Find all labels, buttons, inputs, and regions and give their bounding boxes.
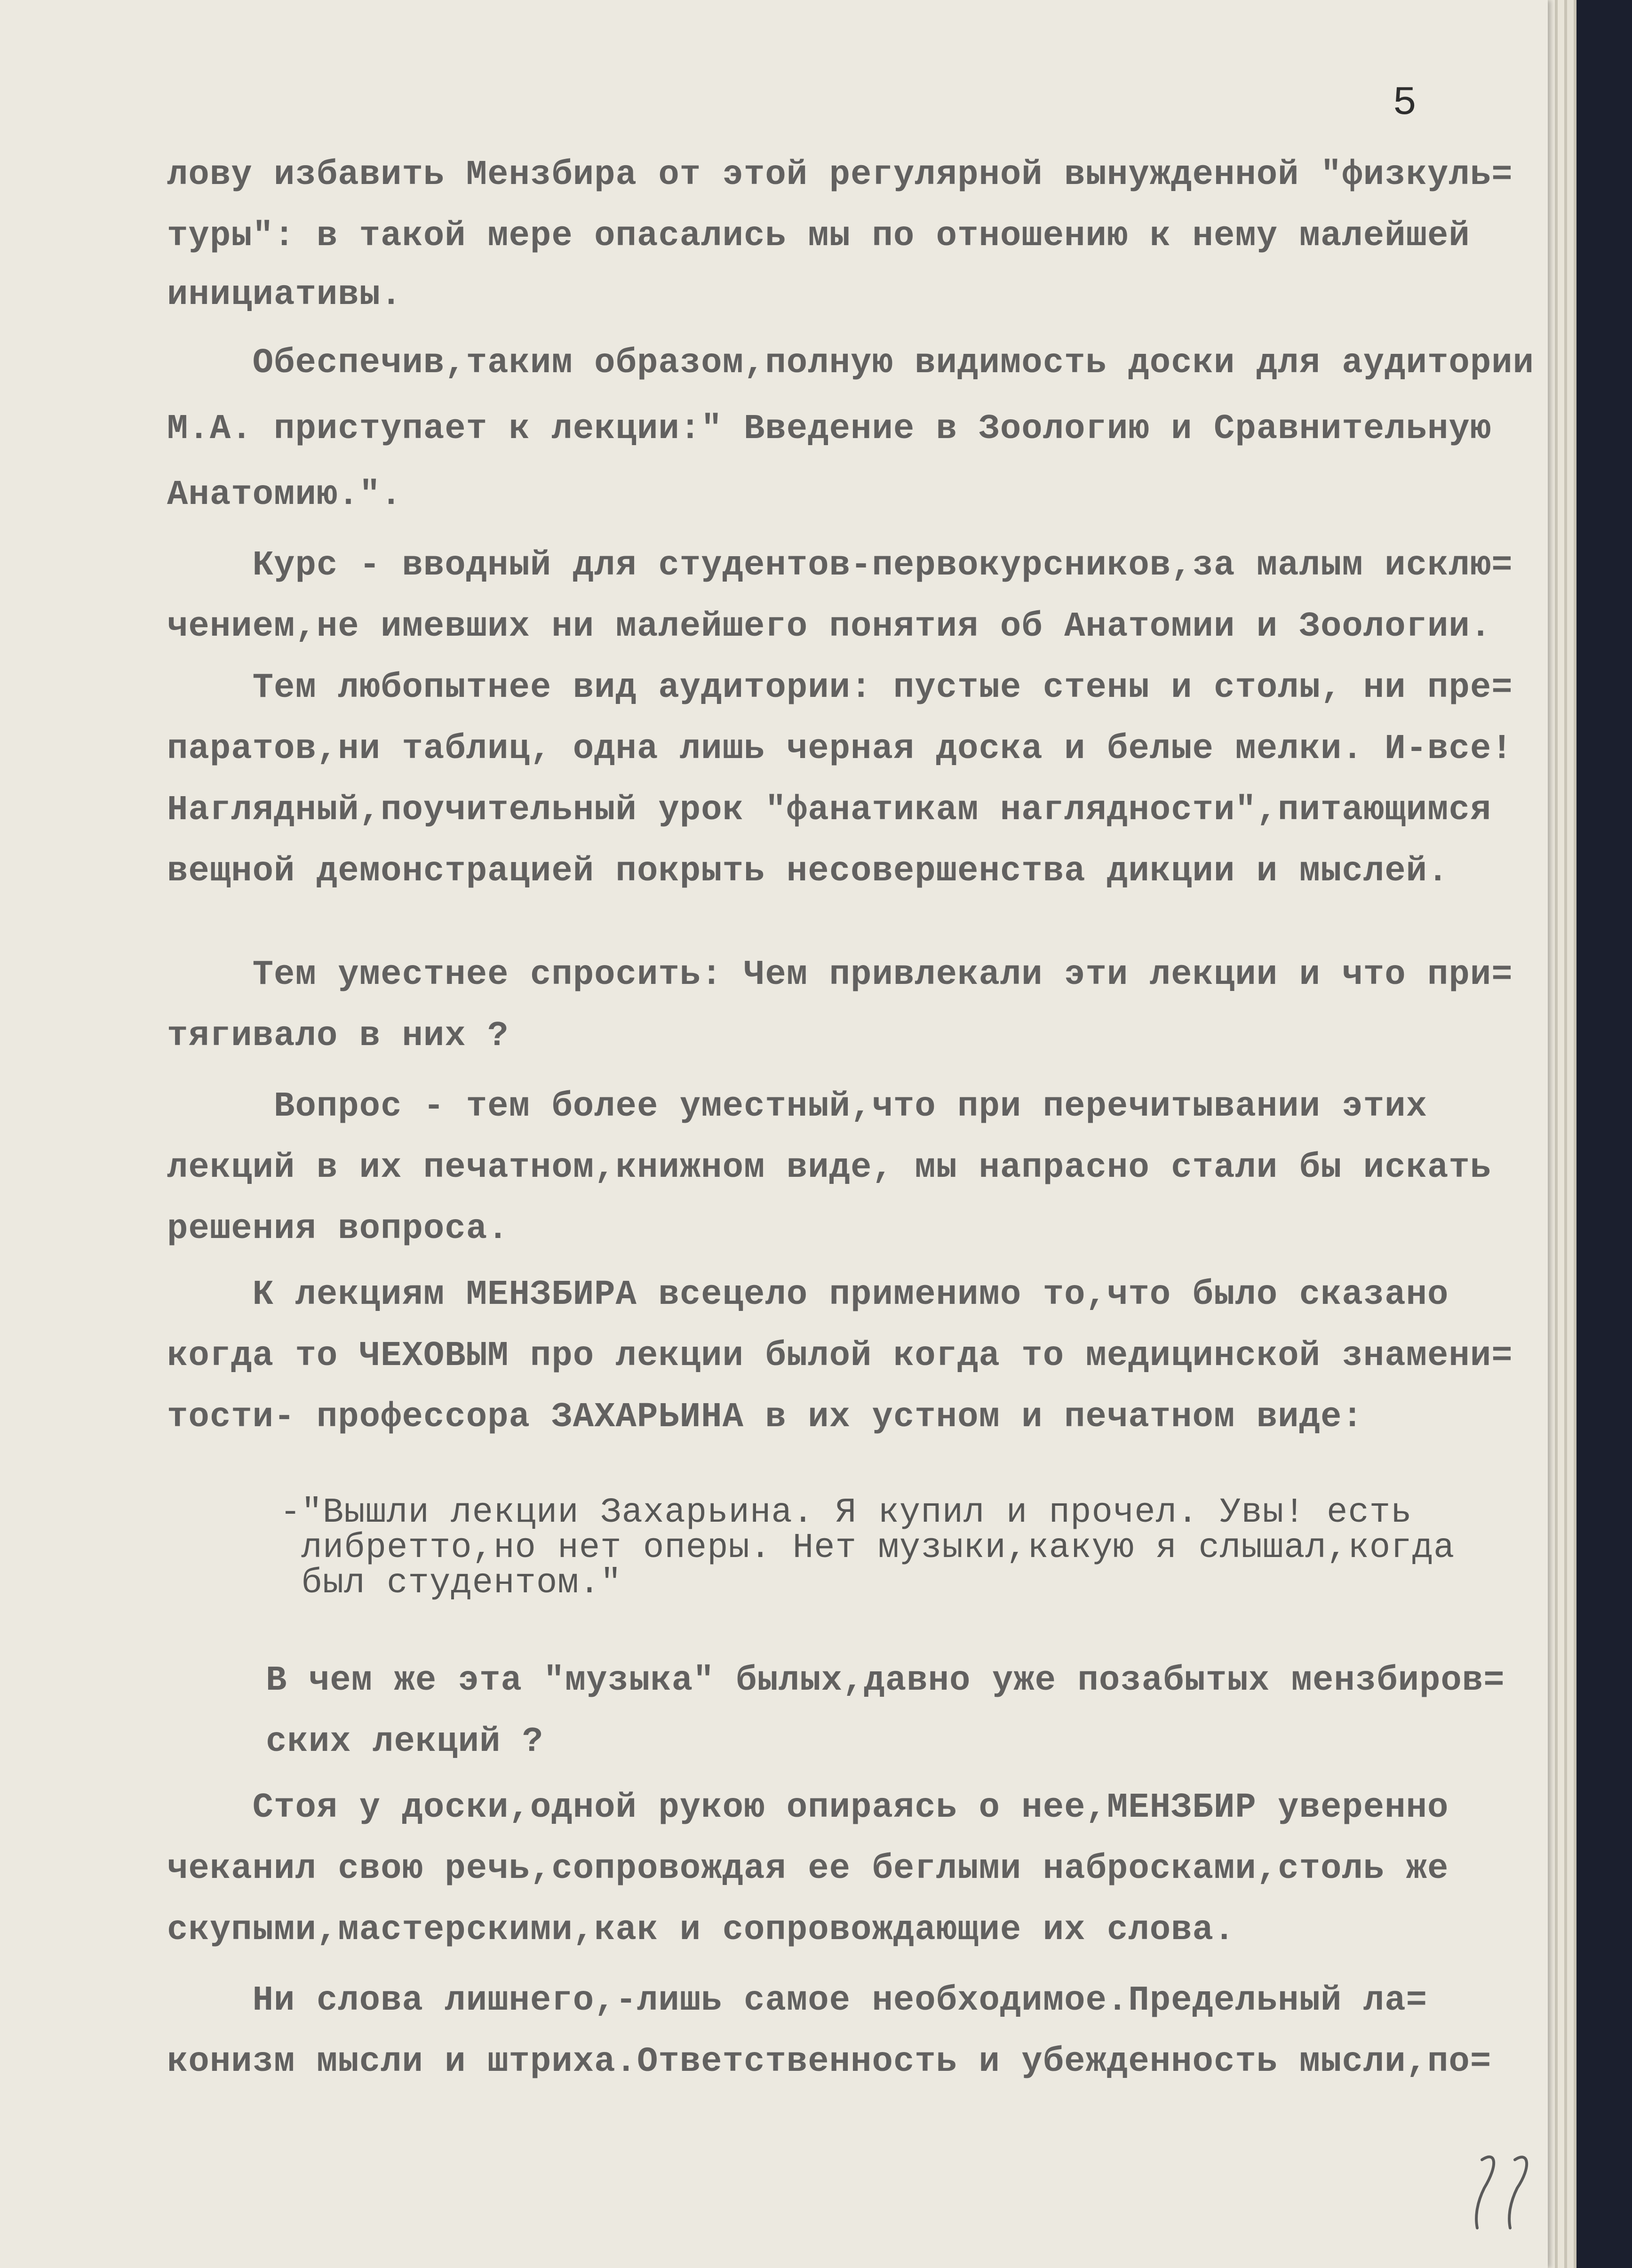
text-line: скупыми,мастерскими,как и сопровождающие их слова.: [167, 1910, 1235, 1950]
text-line: конизм мысли и штриха.Ответственность и убежденность мысли,по=: [167, 2042, 1492, 2082]
text-line: чеканил свою речь,сопровождая ее беглыми набросками,столь же: [167, 1849, 1449, 1889]
page-number: 5: [1393, 80, 1417, 126]
text-line: тости- профессора ЗАХАРЬИНА в их устном и печатном виде:: [167, 1398, 1363, 1437]
text-line: лекций в их печатном,книжном виде, мы напрасно стали бы искать: [167, 1148, 1492, 1188]
text-line: Стоя у доски,одной рукою опираясь о нее,МЕНЗБИР уверенно: [167, 1788, 1449, 1828]
text-line: Курс - вводный для студентов-первокурсников,за малым исклю=: [167, 546, 1513, 585]
text-line: Наглядный,поучительный урок "фанатикам наглядности",питающимся: [167, 791, 1492, 830]
text-line: М.А. приступает к лекции:" Введение в Зоологию и Сравнительную: [167, 409, 1492, 449]
text-line: лову избавить Мензбира от этой регулярной вынужденной "физкуль=: [167, 155, 1513, 195]
text-line: решения вопроса.: [167, 1209, 509, 1249]
quote-line: был студентом.": [280, 1564, 622, 1603]
text-line: когда то ЧЕХОВЫМ про лекции былой когда то медицинской знамени=: [167, 1336, 1513, 1376]
text-line: вещной демонстрацией покрыть несовершенства дикции и мыслей.: [167, 852, 1449, 891]
text-line: Тем любопытнее вид аудитории: пустые стены и столы, ни пре=: [167, 668, 1513, 708]
text-line: К лекциям МЕНЗБИРА всецело применимо то,что было сказано: [167, 1275, 1449, 1315]
text-line: В чем же эта "музыка" былых,давно уже позабытых мензбиров=: [266, 1661, 1505, 1701]
quote-line: -"Вышли лекции Захарьина. Я купил и прочел. Увы! есть: [280, 1493, 1412, 1533]
text-line: паратов,ни таблиц, одна лишь черная доска и белые мелки. И-все!: [167, 729, 1513, 769]
quote-line: либретто,но нет оперы. Нет музыки,какую я слышал,когда: [280, 1528, 1455, 1568]
text-line: инициативы.: [167, 275, 402, 315]
text-line: Ни слова лишнего,-лишь самое необходимое.Предельный ла=: [167, 1981, 1428, 2020]
text-line: Вопрос - тем более уместный,что при перечитывании этих: [167, 1087, 1428, 1126]
text-line: тягивало в них ?: [167, 1016, 509, 1056]
text-line: Тем уместнее спросить: Чем привлекали эти лекции и что при=: [167, 955, 1513, 995]
handwritten-folio-number: [1463, 2146, 1538, 2235]
text-line: чением,не имевших ни малейшего понятия об Анатомии и Зоологии.: [167, 607, 1492, 647]
text-line: Обеспечив,таким образом,полную видимость доски для аудитории: [167, 343, 1535, 383]
text-line: туры": в такой мере опасались мы по отношению к нему малейшей: [167, 216, 1470, 256]
text-line: Анатомию.".: [167, 475, 402, 515]
text-line: ских лекций ?: [266, 1722, 544, 1762]
